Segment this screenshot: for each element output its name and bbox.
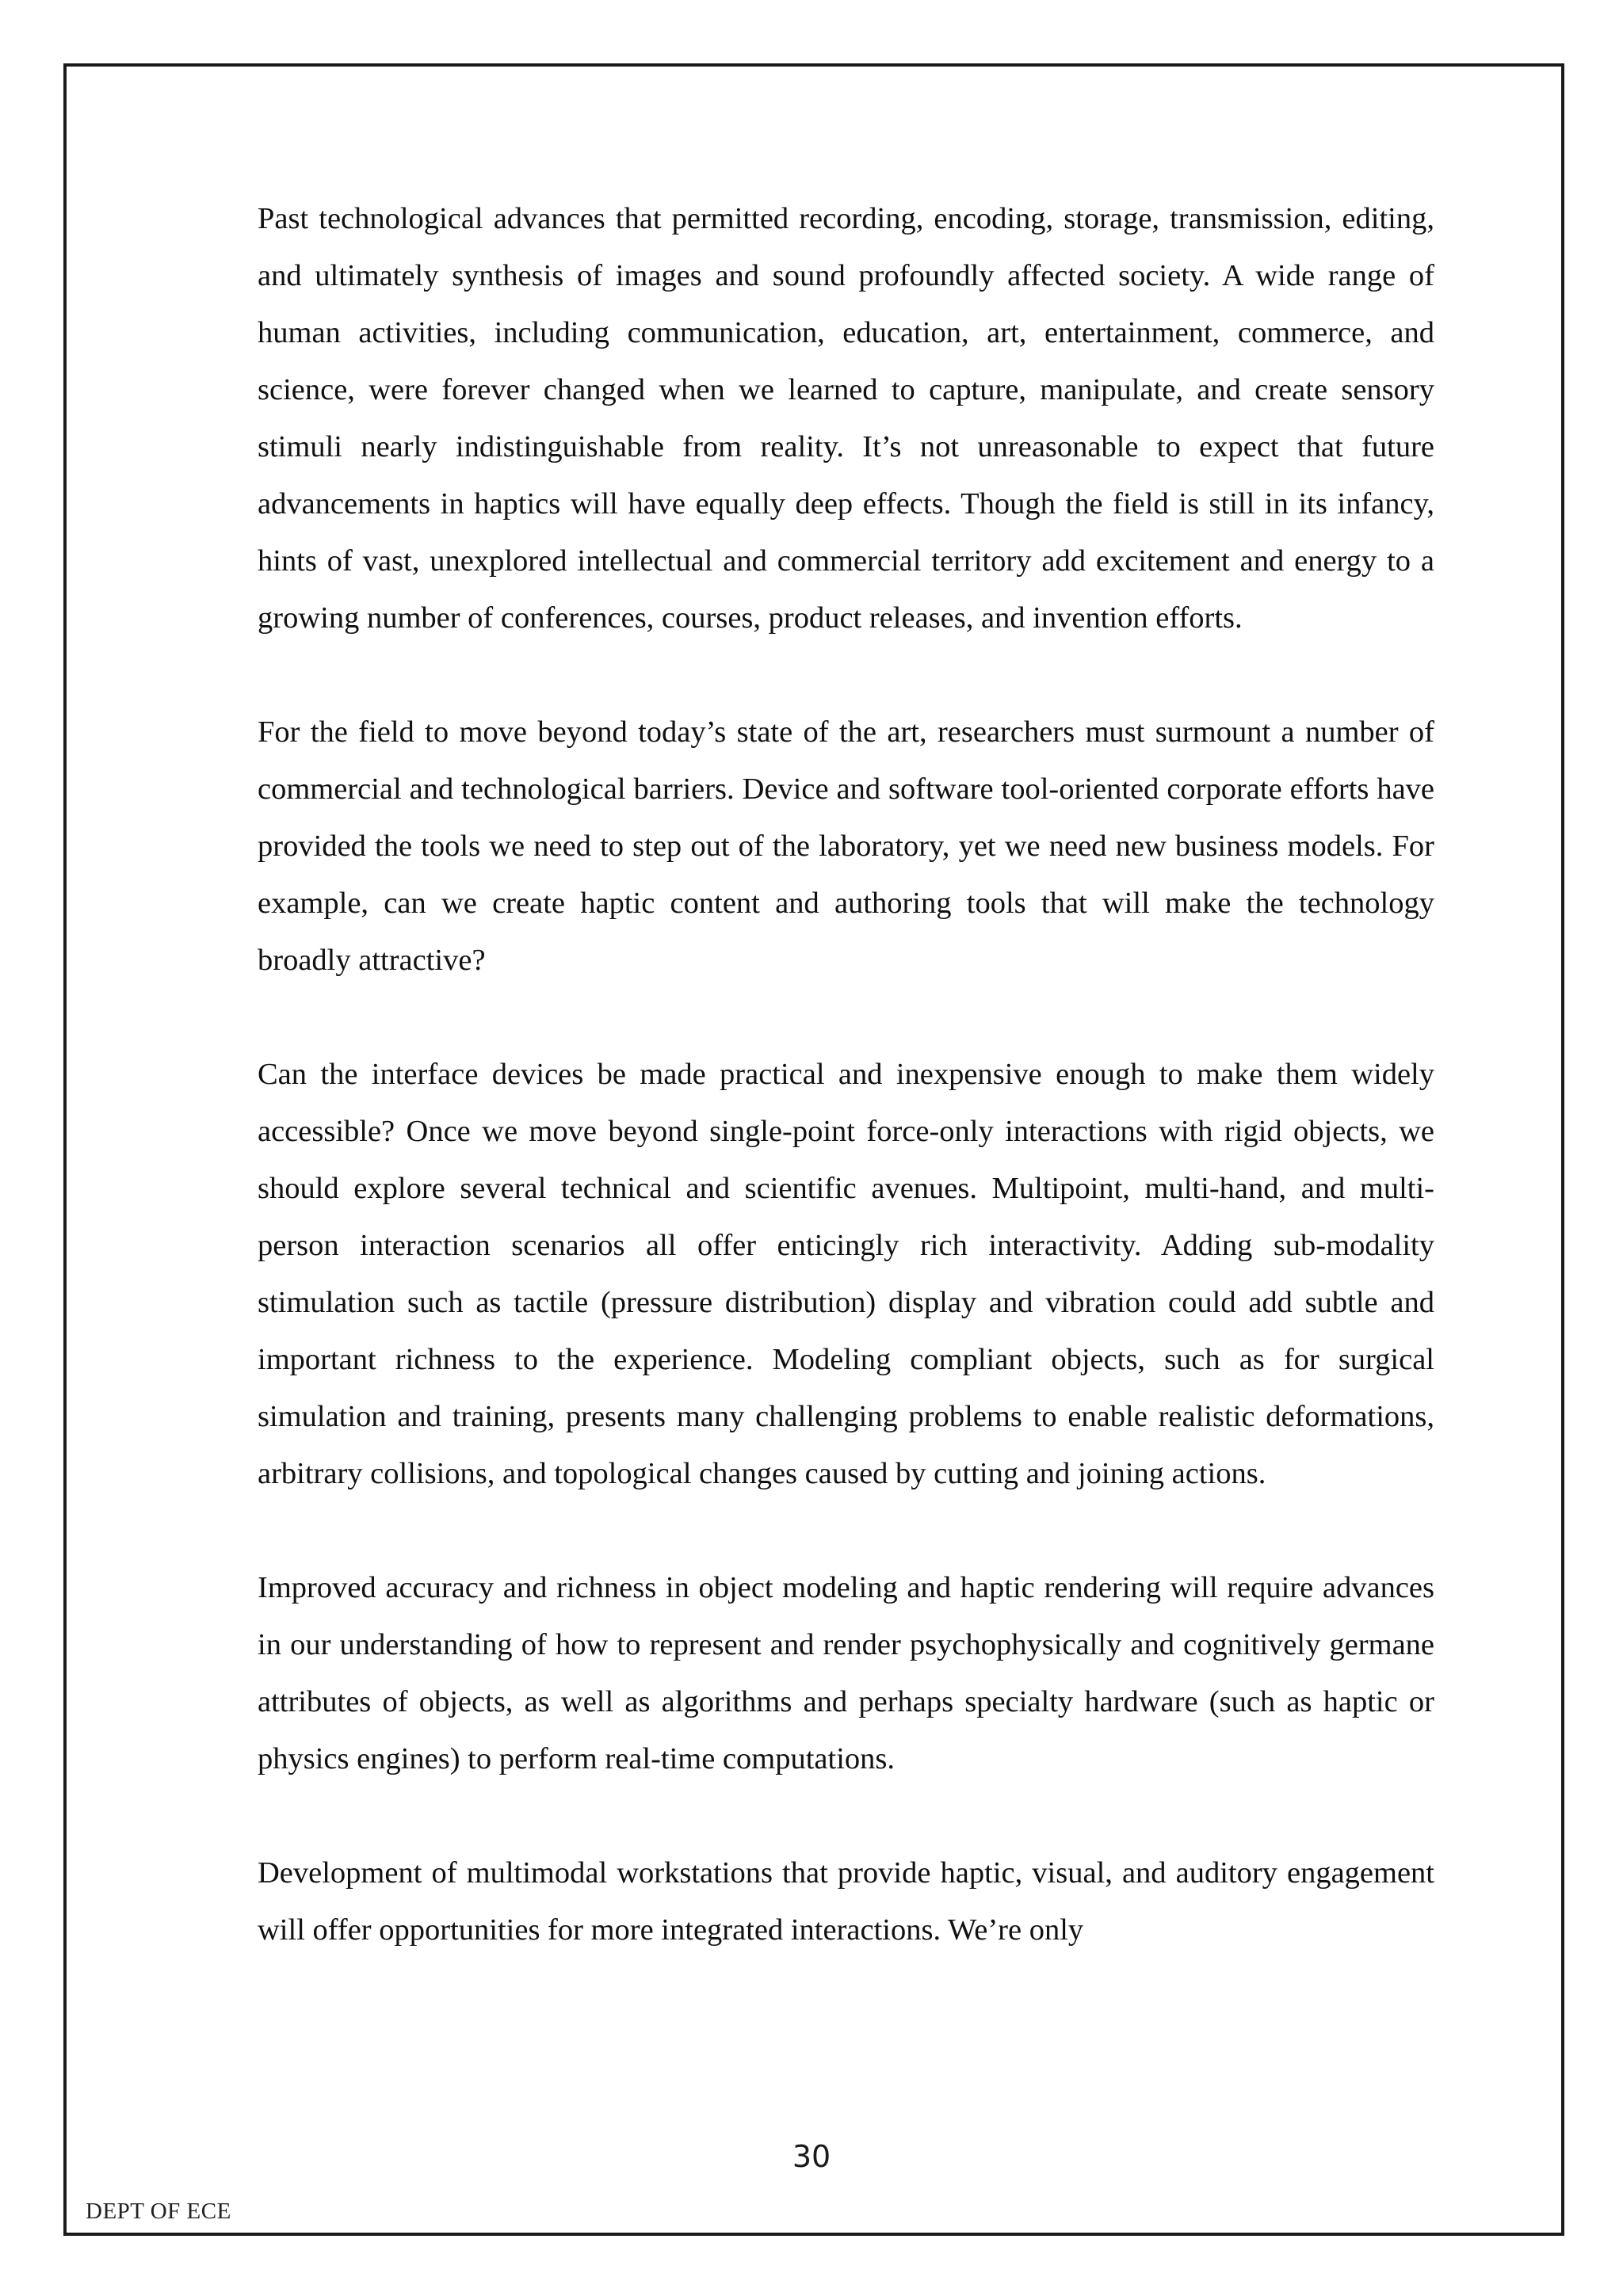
paragraph-5: Development of multimodal workstations that provide haptic, visual, and auditory engagement will offer opportunities for more integrated interactions. We’re only xyxy=(258,1856,1434,1947)
paragraph-4: Improved accuracy and richness in object modeling and haptic rendering will require advances in our understanding of how to represent and render psychophysically and cognitively germane attributes of objects, as well as algorithms and perhaps specialty hardware (such as haptic or physics engines) to perform real-time computations. xyxy=(258,1571,1434,1775)
document-body xyxy=(258,190,1434,1958)
page-number: 30 xyxy=(792,2139,831,2174)
paragraph-2: For the field to move beyond today’s state of the art, researchers must surmount a number of commercial and technological barriers. Device and software tool-oriented corporate efforts have provided the tools we need to step out of the laboratory, yet we need new business models. For example, can we create haptic content and authoring tools that will make the technology broadly attractive? xyxy=(258,715,1434,977)
paragraph-3: Can the interface devices be made practical and inexpensive enough to make them widely accessible? Once we move beyond single-point force-only interactions with rigid objects, we should explore several technical and scientific avenues. Multipoint, multi-hand, and multi-person interaction scenarios all offer enticingly rich interactivity. Adding sub-modality stimulation such as tactile (pressure distribution) display and vibration could add subtle and important richness to the experience. Modeling compliant objects, such as for surgical simulation and training, presents many challenging problems to enable realistic deformations, arbitrary collisions, and topological changes caused by cutting and joining actions. xyxy=(258,1058,1434,1490)
paragraph-1: Past technological advances that permitted recording, encoding, storage, transmission, editing, and ultimately synthesis of images and sound profoundly affected society. A wide range of human activities, including communication, education, art, entertainment, commerce, and science, were forever changed when we learned to capture, manipulate, and create sensory stimuli nearly indistinguishable from reality. It’s not unreasonable to expect that future advancements in haptics will have equally deep effects. Though the field is still in its infancy, hints of vast, unexplored intellectual and commercial territory add excitement and energy to a growing number of conferences, courses, product releases, and invention efforts. xyxy=(258,202,1434,635)
footer-department: DEPT OF ECE xyxy=(86,2199,231,2224)
